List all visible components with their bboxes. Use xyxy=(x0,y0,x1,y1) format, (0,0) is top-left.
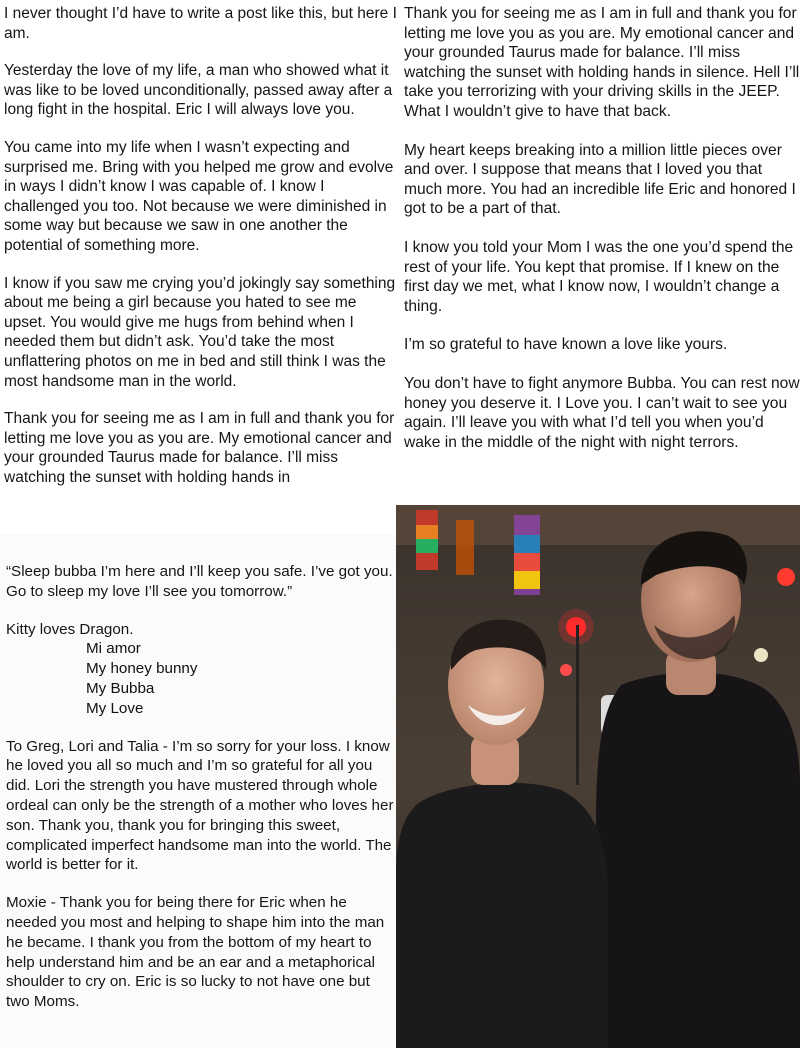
post-text-panel-right xyxy=(400,0,800,503)
paragraph: I know if you saw me crying you’d jokingly say something about me being a girl because you hated to see me upset. You would give me hugs from behind when I needed them but didn’t ask. You’d take the most unflattering photos on me in bed and still think I was the most handsome man in the world. xyxy=(4,274,396,390)
nickname: My honey bunny xyxy=(86,660,198,678)
paragraph: Thank you for seeing me as I am in full and thank you for letting me love you as you are. My emotional cancer and your grounded Taurus made for balance. I’ll miss watching the sunset with holding hands in xyxy=(4,410,395,486)
paragraph: You don’t have to fight anymore Bubba. You can rest now honey you deserve it. I Love you. I can’t wait to see you again. I’ll leave you with what I’d tell you when you’d wake in the middle of the night with night terrors. xyxy=(404,374,800,451)
paragraph: I never thought I’d have to write a post like this, but here I am. xyxy=(4,5,397,42)
paragraph: I know you told your Mom I was the one you’d spend the rest of your life. You kept that promise. If I knew on the first day we met, what I know now, I wouldn’t change a thing. xyxy=(404,238,794,315)
couple-photo-illustration xyxy=(396,505,800,1048)
paragraph: I’m so grateful to have known a love like yours. xyxy=(404,336,728,354)
nickname: My Love xyxy=(86,699,144,717)
paragraph: Yesterday the love of my life, a man who showed what it was like to be loved unconditionally, passed away after a long fight in the hospital. Eric I will always love you. xyxy=(4,62,393,119)
post-text-panel-bottom xyxy=(0,534,396,1048)
nickname: My Bubba xyxy=(86,679,155,697)
couple-photo xyxy=(396,505,800,1048)
paragraph: Moxie - Thank you for being there for Eric when he needed you most and helping to shape him into the man he became. I thank you from the bottom of my heart to help understand him and be an ear and a metaphorical shoulder to cry on. Eric is so lucky to not have one but two Moms. xyxy=(6,894,385,1011)
quote: “Sleep bubba I’m here and I’ll keep you safe. I’ve got you. Go to sleep my love I’ll see you tomorrow.” xyxy=(6,563,393,600)
post-text-panel-left xyxy=(0,0,398,530)
paragraph: To Greg, Lori and Talia - I’m so sorry for your loss. I know he loved you all so much and I’m so grateful for all you did. Lori the strength you have mustered through whole ordeal can only be the strength of a mother who loves her son. Thank you, thank you for bringing this sweet, complicated imperfect handsome man into the world. The world is better for it. xyxy=(6,737,394,874)
paragraph: Thank you for seeing me as I am in full and thank you for letting me love you as you are. My emotional cancer and your grounded Taurus made for balance. I’ll miss watching the sunset with holding hands in silence. Hell I’ll take you terrorizing with your driving skills in the JEEP. What I wouldn’t give to have that back. xyxy=(404,5,800,120)
nickname: Mi amor xyxy=(86,640,141,658)
paragraph: My heart keeps breaking into a million little pieces over and over. I suppose that means that I loved you that much more. You had an incredible life Eric and honored I got to be a part of that. xyxy=(404,141,796,218)
signoff: Kitty loves Dragon. xyxy=(6,620,134,638)
paragraph: You came into my life when I wasn’t expecting and surprised me. Bring with you helped me grow and evolve in ways I didn’t know I was capable of. I know I challenged you too. Not because we were diminished in some way but because we saw in one another the potential of something more. xyxy=(4,138,394,254)
